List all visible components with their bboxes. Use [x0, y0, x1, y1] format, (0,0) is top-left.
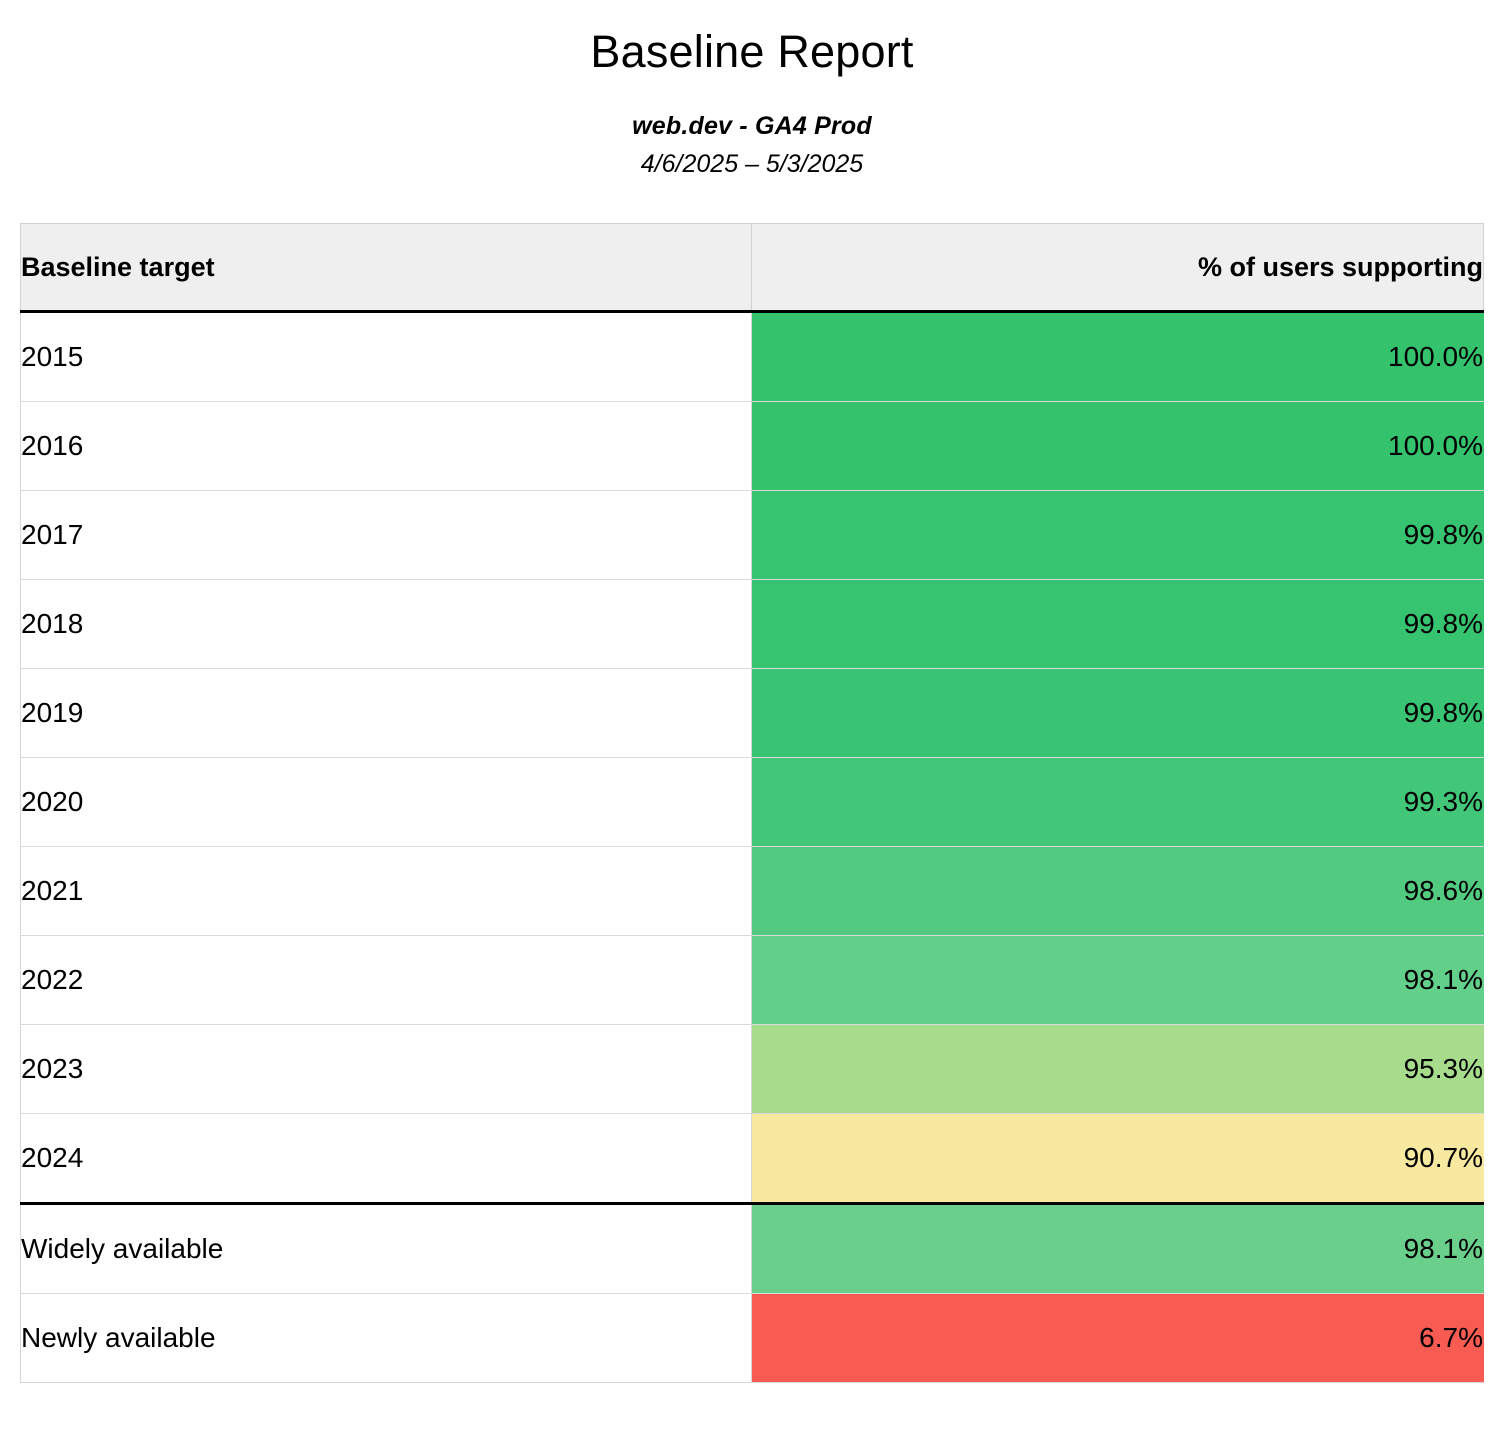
column-header-percent-supporting: % of users supporting [752, 224, 1484, 312]
table-header-row [21, 224, 1484, 312]
table-header [21, 224, 1484, 312]
cell-percent-supporting: 98.6% [752, 847, 1484, 936]
table-row [21, 669, 1484, 758]
cell-percent-supporting: 98.1% [752, 936, 1484, 1025]
cell-percent-supporting: 99.8% [752, 491, 1484, 580]
table-body [21, 312, 1484, 1383]
report-subtitle-block [0, 112, 1504, 179]
table-row [21, 847, 1484, 936]
table-row [21, 1025, 1484, 1114]
cell-percent-supporting: 6.7% [752, 1294, 1484, 1383]
cell-baseline-target: 2024 [21, 1114, 752, 1204]
date-range: 4/6/2025 – 5/3/2025 [640, 150, 864, 178]
table-row [21, 1294, 1484, 1383]
baseline-table [20, 223, 1484, 1383]
cell-percent-supporting: 100.0% [752, 312, 1484, 402]
cell-baseline-target: 2022 [21, 936, 752, 1025]
cell-percent-supporting: 98.1% [752, 1204, 1484, 1294]
table-row [21, 1114, 1484, 1204]
cell-baseline-target: 2016 [21, 402, 752, 491]
cell-percent-supporting: 99.8% [752, 580, 1484, 669]
cell-baseline-target: 2023 [21, 1025, 752, 1114]
table-row [21, 580, 1484, 669]
column-header-baseline-target: Baseline target [21, 224, 752, 312]
cell-percent-supporting: 99.3% [752, 758, 1484, 847]
baseline-report-page [0, 12, 1504, 1438]
cell-percent-supporting: 99.8% [752, 669, 1484, 758]
cell-percent-supporting: 90.7% [752, 1114, 1484, 1204]
cell-baseline-target: 2019 [21, 669, 752, 758]
cell-baseline-target: 2017 [21, 491, 752, 580]
table-row [21, 758, 1484, 847]
cell-baseline-target: 2018 [21, 580, 752, 669]
page-title: Baseline Report [590, 26, 914, 77]
table-row [21, 491, 1484, 580]
table-row [21, 312, 1484, 402]
property-name: web.dev - GA4 Prod [632, 112, 872, 140]
cell-baseline-target: Widely available [21, 1204, 752, 1294]
table-row [21, 1204, 1484, 1294]
cell-baseline-target: 2015 [21, 312, 752, 402]
cell-baseline-target: 2020 [21, 758, 752, 847]
table-row [21, 402, 1484, 491]
cell-percent-supporting: 100.0% [752, 402, 1484, 491]
cell-percent-supporting: 95.3% [752, 1025, 1484, 1114]
table-row [21, 936, 1484, 1025]
cell-baseline-target: Newly available [21, 1294, 752, 1383]
cell-baseline-target: 2021 [21, 847, 752, 936]
